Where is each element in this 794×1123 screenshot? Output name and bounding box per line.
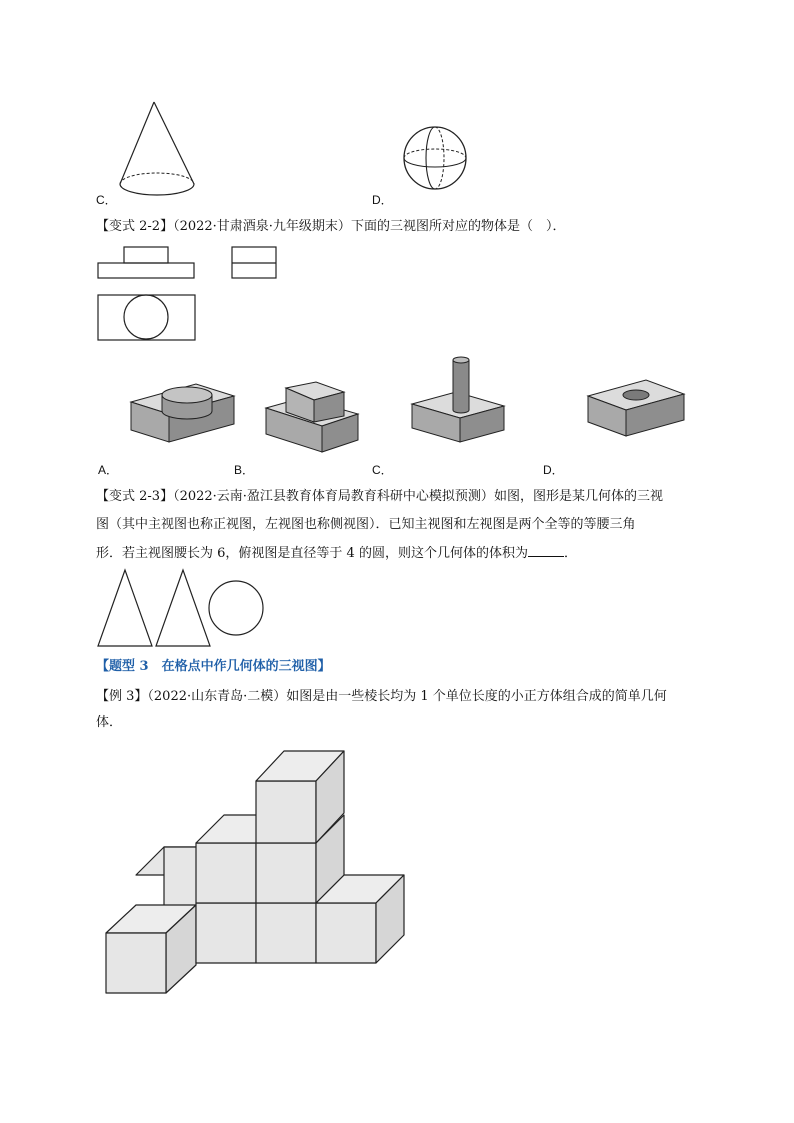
question-2-3-line-1	[96, 488, 663, 506]
question-source: （2022·云南·盈江县教育体育局教育科研中心模拟预测）	[173, 489, 494, 504]
question-label: 【变式 2-3】	[96, 489, 174, 504]
option-b-figure	[262, 380, 366, 462]
question-punctuation: ．	[563, 546, 577, 561]
option-b-label: B．	[234, 463, 255, 477]
option-d-label: D．	[372, 193, 393, 207]
three-view-drawing	[96, 245, 286, 345]
example-label: 【例 3】	[96, 689, 148, 704]
option-c-figure	[408, 352, 508, 448]
section-heading: 【题型 3 在格点中作几何体的三视图】	[96, 659, 331, 674]
option-c-label-2: C．	[372, 463, 393, 477]
question-text: 如图，图形是某几何体的三视	[493, 489, 663, 504]
cone-figure	[114, 100, 200, 200]
option-c-label: C．	[96, 193, 117, 207]
example-3-line-1	[96, 688, 667, 706]
example-text: 如图是由一些棱长均为 1 个单位长度的小正方体组合成的简单几何	[286, 689, 667, 704]
question-2-3-line-2: 图（其中主视图也称正视图，左视图也称侧视图）．已知主视图和左视图是两个全等的等腰三角	[96, 517, 636, 532]
cone-three-views	[96, 568, 268, 650]
option-a-label: A．	[98, 463, 119, 477]
question-text: 下面的三视图所对应的物体是（ ）．	[350, 219, 566, 234]
option-d-figure	[584, 374, 688, 452]
option-d-label-2: D．	[543, 463, 564, 477]
example-3-line-2: 体．	[96, 715, 123, 730]
question-source: （2022·甘肃酒泉·九年级期末）	[173, 219, 351, 234]
question-2-2-stem	[96, 218, 565, 236]
question-label: 【变式 2-2】	[96, 219, 174, 234]
question-2-3-line-3	[96, 544, 577, 563]
question-text: 形．若主视图腰长为 6，俯视图是直径等于 4 的圆，则这个几何体的体积为	[96, 546, 528, 561]
sphere-figure	[402, 124, 472, 194]
example-source: （2022·山东青岛·二模）	[147, 689, 287, 704]
cube-assembly	[100, 745, 410, 1000]
option-a-figure	[126, 380, 238, 458]
answer-blank[interactable]	[528, 544, 564, 557]
